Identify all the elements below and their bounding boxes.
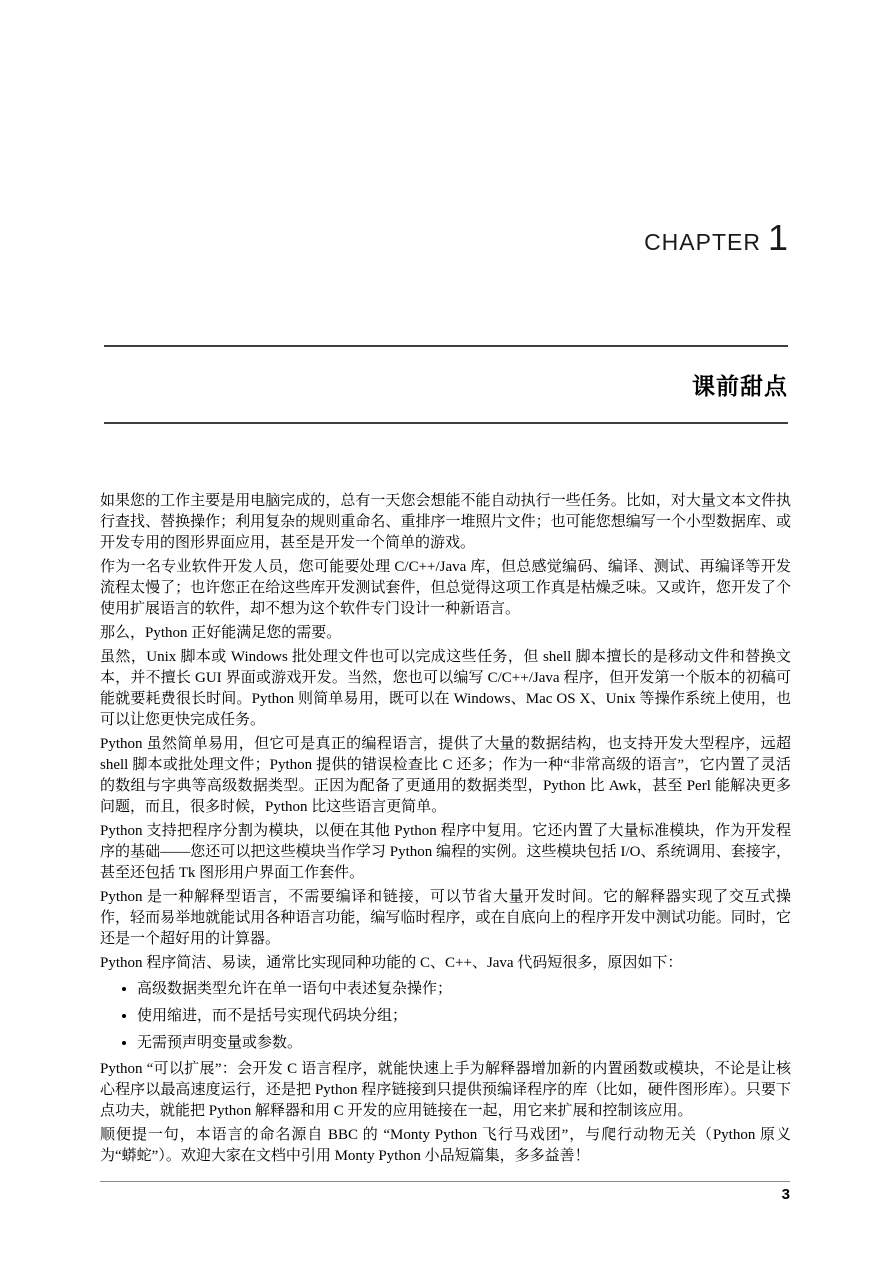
paragraph-concise-reasons: Python 程序简洁、易读，通常比实现同种功能的 C、C++、Java 代码短很多，原因如下： bbox=[100, 955, 683, 971]
paragraph-intro-tasks: 如果您的工作主要是用电脑完成的，总有一天您会想能不能自动执行一些任务。比如，对大量文本文件执行查找、替换操作；利用复杂的规则重命名、重排序一堆照片文件；也可能您想编写一个小型数据库、或开发专用的图形界面应用，甚至是开发一个简单的游戏。 bbox=[100, 493, 791, 551]
list-item-no-declarations: • 无需预声明变量或参数。 bbox=[137, 1033, 791, 1054]
list-item-data-types: • 高级数据类型允许在单一语句中表述复杂操作； bbox=[137, 979, 791, 1000]
paragraph-modules: Python 支持把程序分割为模块，以便在其他 Python 程序中复用。它还内置了大量标准模块，作为开发程序的基础——您还可以把这些模块当作学习 Python 编程的实例。这些模块包括 I/O、系统调用、套接字，甚至还包括 Tk 图形用户界面工作套件。 bbox=[100, 823, 791, 881]
paragraph-professional-dev: 作为一名专业软件开发人员，您可能要处理 C/C++/Java 库，但总感觉编码、编译、测试、再编译等开发流程太慢了；也许您正在给这些库开发测试套件，但总觉得这项工作真是枯燥乏味。又或许，您开发了个使用扩展语言的软件，却不想为这个软件专门设计一种新语言。 bbox=[100, 559, 791, 617]
footer-rule bbox=[100, 1181, 790, 1182]
paragraph-real-language: Python 虽然简单易用，但它可是真正的编程语言，提供了大量的数据结构，也支持开发大型程序，远超 shell 脚本或批处理文件；Python 提供的错误检查比 C 还多；作为一种“非常高级的语言”，它内置了灵活的数组与字典等高级数据类型。正因为配备了更通用的数据类型，Python 比 Awk，甚至 Perl 能解决更多问题，而且，很多时候，Python 比这些语言更简单。 bbox=[100, 736, 791, 815]
paragraph-python-fits: 那么，Python 正好能满足您的需要。 bbox=[100, 625, 342, 641]
title-rule-top bbox=[104, 345, 788, 347]
chapter-number: 1 bbox=[767, 217, 788, 258]
paragraph-shell-comparison: 虽然，Unix 脚本或 Windows 批处理文件也可以完成这些任务，但 shell 脚本擅长的是移动文件和替换文本，并不擅长 GUI 界面或游戏开发。当然，您也可以编写 C/C++/Java 程序，但开发第一个版本的初稿可能就要耗费很长时间。Python 则简单易用，既可以在 Windows、Mac OS X、Unix 等操作系统上使用，也可以让您更快完成任务。 bbox=[100, 649, 791, 728]
title-rule-bottom bbox=[104, 422, 788, 424]
paragraph-interpreted: Python 是一种解释型语言，不需要编译和链接，可以节省大量开发时间。它的解释器实现了交互式操作，轻而易举地就能试用各种语言功能，编写临时程序，或在自底向上的程序开发中测试功能。同时，它还是一个超好用的计算器。 bbox=[100, 889, 791, 947]
chapter-label: CHAPTER bbox=[644, 229, 761, 255]
chapter-header bbox=[100, 217, 788, 258]
page-number: 3 bbox=[781, 1186, 790, 1203]
paragraph-extensible: Python “可以扩展”：会开发 C 语言程序，就能快速上手为解释器增加新的内置函数或模块，不论是让核心程序以最高速度运行，还是把 Python 程序链接到只提供预编译程序的库（比如，硬件图形库）。只要下点功夫，就能把 Python 解释器和用 C 开发的应用链接在一起，用它来扩展和控制该应用。 bbox=[100, 1061, 791, 1119]
body-text bbox=[100, 491, 791, 1170]
chapter-title: 课前甜点 bbox=[692, 373, 788, 399]
list-item-indentation: • 使用缩进，而不是括号实现代码块分组； bbox=[137, 1006, 791, 1027]
paragraph-monty-python: 顺便提一句，本语言的命名源自 BBC 的 “Monty Python 飞行马戏团”，与爬行动物无关（Python 原义为“蟒蛇”）。欢迎大家在文档中引用 Monty Python 小品短篇集，多多益善！ bbox=[100, 1127, 791, 1164]
feature-list bbox=[100, 979, 791, 1054]
